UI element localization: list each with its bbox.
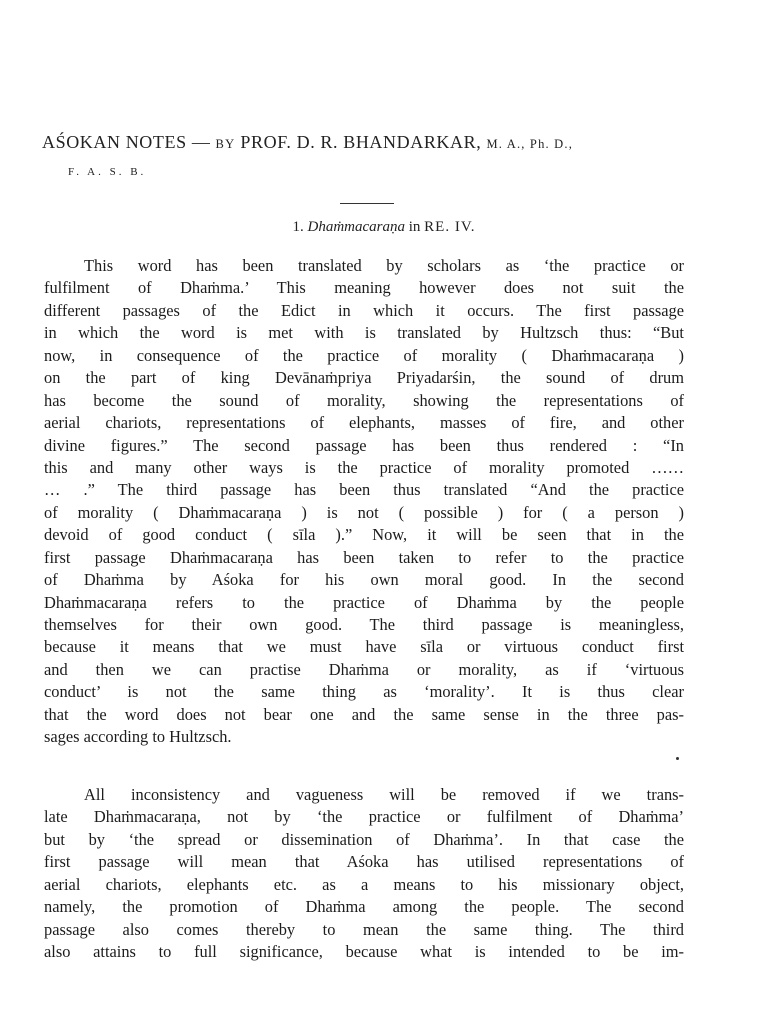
text-line: because it means that we must have sīla or virtuous conduct first	[44, 637, 684, 657]
text-line: All inconsistency and vagueness will be removed if we trans-	[84, 785, 684, 804]
text-line: aerial chariots, representations of elephants, masses of fire, and other	[44, 413, 684, 433]
text-line: on the part of king Devānaṁpriya Priyadarśin, the sound of drum	[44, 368, 684, 388]
text-line: this and many other ways is the practice of morality promoted ……	[44, 457, 684, 477]
text-line: Dhaṁmacaraṇa refers to the practice of Dhaṁma by the people	[44, 592, 684, 612]
author-degrees: M. A., Ph. D.,	[486, 137, 574, 151]
section-title	[0, 219, 768, 236]
author-degrees-continued: F. A. S. B.	[68, 166, 147, 178]
text-line: has become the sound of morality, showing the representations of	[44, 390, 684, 410]
text-line: that the word does not bear one and the same sense in the three pas-	[44, 704, 684, 724]
text-line: different passages of the Edict in which it occurs. The first passage	[44, 300, 684, 320]
text-line: passage also comes thereby to mean the same thing. The third	[44, 919, 684, 939]
text-line: of morality ( Dhaṁmacaraṇa ) is not ( possible ) for ( a person )	[44, 502, 684, 522]
text-line: themselves for their own good. The third passage is meaningless,	[44, 615, 684, 634]
text-line: fulfilment of Dhaṁma.’ This meaning however does not suit the	[44, 278, 684, 298]
text-line: in which the word is met with is translated by Hultzsch thus: “But	[44, 323, 684, 343]
paragraph-2	[44, 784, 684, 964]
section-divider	[340, 203, 394, 204]
text-line: but by ‘the spread or dissemination of Dhaṁma’. In that case the	[44, 829, 684, 849]
text-line: of Dhaṁma by Aśoka for his own moral good. In the second	[44, 570, 684, 590]
heading-dash: —	[191, 132, 211, 152]
text-line: late Dhaṁmacaraṇa, not by ‘the practice or fulfilment of Dhaṁma’	[44, 807, 684, 827]
text-line: This word has been translated by scholars as ‘the practice or	[84, 256, 684, 275]
text-line: divine figures.” The second passage has been thus rendered : “In	[44, 435, 684, 455]
article-heading	[42, 132, 702, 153]
byline-by: BY	[215, 137, 236, 151]
text-line: devoid of good conduct ( sīla ).” Now, it will be seen that in the	[44, 525, 684, 545]
text-line: … .” The third passage has been thus translated “And the practice	[44, 480, 684, 500]
text-line: also attains to full significance, because what is intended to be im-	[44, 942, 684, 962]
text-line: and then we can practise Dhaṁma or morality, as if ‘virtuous	[44, 659, 684, 679]
text-line: aerial chariots, elephants etc. as a means to his missionary object,	[44, 874, 684, 894]
section-reference: RE. IV.	[424, 219, 476, 235]
page-mark	[676, 757, 679, 760]
text-line: now, in consequence of the practice of morality ( Dhaṁmacaraṇa )	[44, 345, 684, 365]
text-line: sages according to Hultzsch.	[44, 727, 232, 747]
text-line: namely, the promotion of Dhaṁma among the people. The second	[44, 897, 684, 917]
article-title: AŚOKAN NOTES	[42, 132, 187, 152]
author-name: PROF. D. R. BHANDARKAR,	[240, 132, 482, 152]
paragraph-1	[44, 255, 684, 749]
section-number: 1.	[292, 219, 304, 235]
text-line: first passage Dhaṁmacaraṇa has been taken to refer to the practice	[44, 547, 684, 567]
text-line: first passage will mean that Aśoka has utilised representations of	[44, 852, 684, 872]
section-in: in	[408, 219, 421, 235]
text-line: conduct’ is not the same thing as ‘morality’. It is thus clear	[44, 682, 684, 702]
section-term: Dhaṁmacaraṇa	[307, 219, 405, 235]
